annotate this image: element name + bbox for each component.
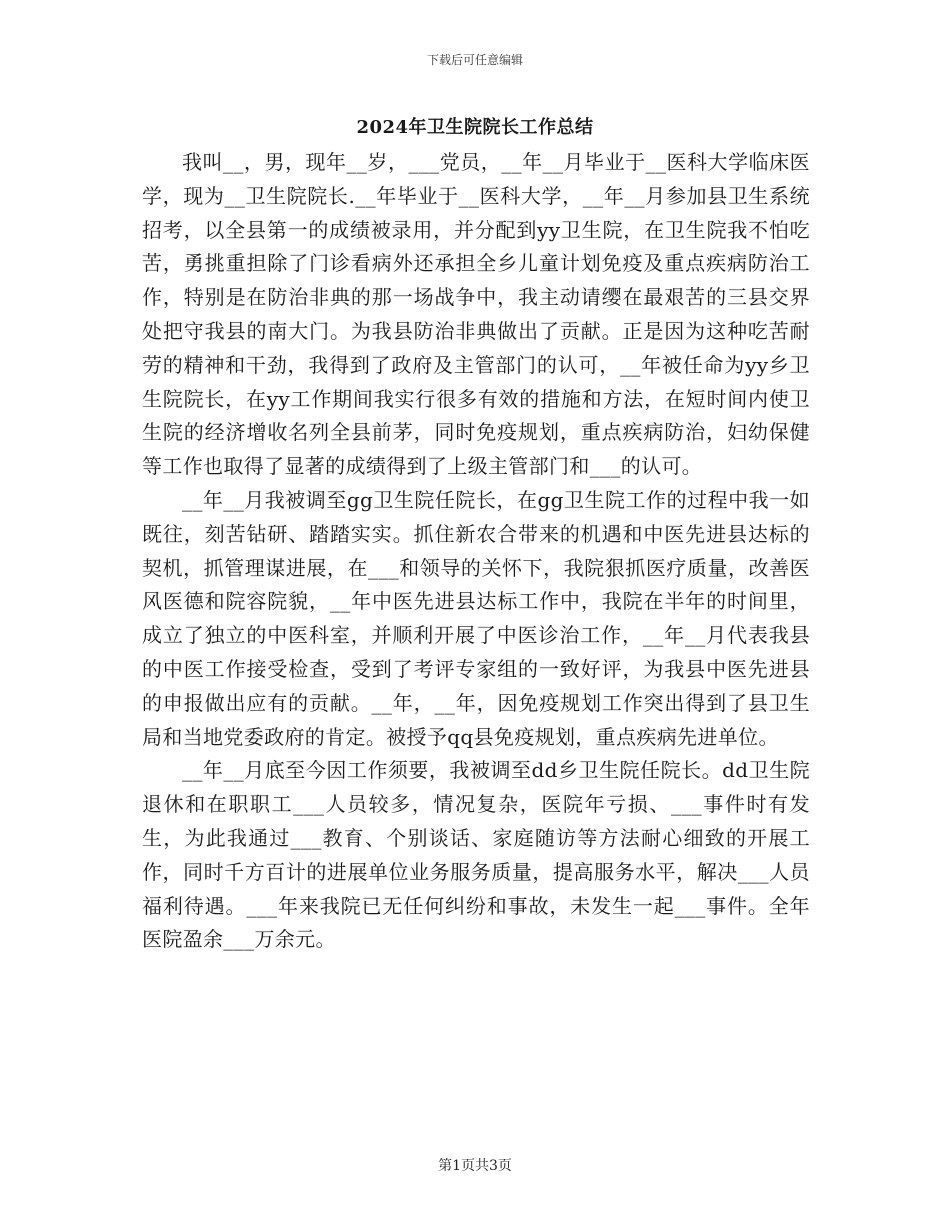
page-number: 第1页共3页 [438, 1158, 512, 1174]
page-header-note: 下载后可任意编辑 [426, 53, 523, 67]
document-body [142, 146, 810, 957]
paragraph-1: 我叫__，男，现年__岁，___党员，__年__月毕业于__医科大学临床医学，现为__卫生院院长.__年毕业于__医科大学，__年__月参加县卫生系统招考，以全县第一的成绩被录用，并分配到yy卫生院，在卫生院我不怕吃苦，勇挑重担除了门诊看病外还承担全乡儿童计划免疫及重点疾病防治工作，特别是在防治非典的那一场战争中，我主动请缨在最艰苦的三县交界处把守我县的南大门。为我县防治非典做出了贡献。正是因为这种吃苦耐劳的精神和干劲，我得到了政府及主管部门的认可，__年被任命为yy乡卫生院院长，在yy工作期间我实行很多有效的措施和方法，在短时间内使卫生院的经济增收名列全县前茅，同时免疫规划，重点疾病防治，妇幼保健等工作也取得了显著的成绩得到了上级主管部门和___的认可。 [142, 150, 810, 479]
paragraph-2: __年__月我被调至gg卫生院任院长，在gg卫生院工作的过程中我一如既往，刻苦钻研、踏踏实实。抓住新农合带来的机遇和中医先进县达标的契机，抓管理谋进展，在___和领导的关怀下，我院狠抓医疗质量，改善医风医德和院容院貌，__年中医先进县达标工作中，我院在半年的时间里，成立了独立的中医科室，并顺利开展了中医诊治工作，__年__月代表我县的中医工作接受检查，受到了考评专家组的一致好评，为我县中医先进县的申报做出应有的贡献。__年，__年，因免疫规划工作突出得到了县卫生局和当地党委政府的肯定。被授予qq县免疫规划，重点疾病先进单位。 [142, 487, 810, 749]
document-title: 2024年卫生院院长工作总结 [356, 117, 594, 138]
paragraph-3: __年__月底至今因工作须要，我被调至dd乡卫生院任院长。dd卫生院退休和在职职工___人员较多，情况复杂，医院年亏损、___事件时有发生，为此我通过___教育、个别谈话、家庭随访等方法耐心细致的开展工作，同时千方百计的进展单位业务服务质量，提高服务水平，解决___人员福利待遇。___年来我院已无任何纠纷和事故，未发生一起___事件。全年医院盈余___万余元。 [142, 758, 810, 952]
